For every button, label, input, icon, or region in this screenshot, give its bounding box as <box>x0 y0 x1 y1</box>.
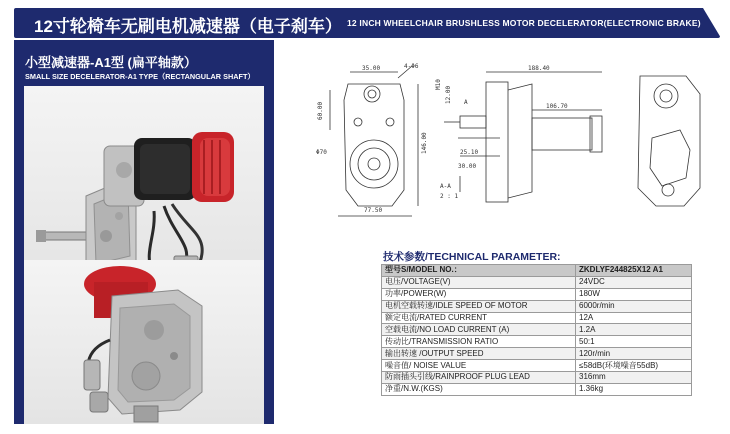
spec-table <box>381 264 692 396</box>
spec-label: 空载电流/NO LOAD CURRENT (A) <box>382 324 576 336</box>
dim-12: 12.00 <box>445 85 452 104</box>
section-mark-a: A <box>464 99 468 106</box>
table-row <box>382 372 692 384</box>
dim-25-1: 25.10 <box>460 149 479 156</box>
product-photo-front <box>24 260 264 424</box>
dim-35: 35.00 <box>362 65 381 72</box>
spec-value: 1.36kg <box>576 383 692 395</box>
technical-drawing <box>300 60 720 220</box>
spec-label: 电机空载转速/IDLE SPEED OF MOTOR <box>382 300 576 312</box>
section-label: A-A <box>440 183 451 190</box>
dim-4-holes: 4-Φ6 <box>404 63 419 70</box>
spec-header-row <box>382 265 692 277</box>
spec-header-value: ZKDLYF244825X12 A1 <box>576 265 692 277</box>
spec-label: 净重/N.W.(KGS) <box>382 383 576 395</box>
product-title: 小型减速器-A1型 (扁平轴款） <box>25 55 197 70</box>
spec-value: 24VDC <box>576 276 692 288</box>
dim-106-7: 106.70 <box>546 103 568 110</box>
spec-label: 噪音值/ NOISE VALUE <box>382 360 576 372</box>
spec-header-label: 型号S/MODEL NO.： <box>382 265 576 277</box>
table-row <box>382 300 692 312</box>
table-row <box>382 312 692 324</box>
spec-value: 50:1 <box>576 336 692 348</box>
page-title: 12寸轮椅车无刷电机减速器（电子刹车） <box>34 17 342 36</box>
spec-value: 6000r/min <box>576 300 692 312</box>
spec-value: 120r/min <box>576 348 692 360</box>
table-row <box>382 324 692 336</box>
dim-188-4: 188.40 <box>528 65 550 72</box>
dim-146: 146.00 <box>421 132 428 154</box>
spec-label: 额定电流/RATED CURRENT <box>382 312 576 324</box>
table-row <box>382 383 692 395</box>
header-corner-cut <box>703 8 721 38</box>
spec-label: 传动比/TRANSMISSION RATIO <box>382 336 576 348</box>
table-row <box>382 348 692 360</box>
spec-label: 电压/VOLTAGE(V) <box>382 276 576 288</box>
product-panel <box>14 40 274 424</box>
spec-value: 1.2A <box>576 324 692 336</box>
dim-m10: M10 <box>435 79 442 90</box>
table-row <box>382 276 692 288</box>
table-row <box>382 336 692 348</box>
section-scale: 2 : 1 <box>440 193 459 200</box>
dim-77-5: 77.50 <box>364 207 383 214</box>
header-banner <box>14 8 720 38</box>
spec-label: 防雨插头引线/RAINPROOF PLUG LEAD <box>382 372 576 384</box>
dimension-drawing-image <box>300 60 720 220</box>
motor-photo-side-image <box>24 86 264 282</box>
spec-value: 12A <box>576 312 692 324</box>
product-photo-side <box>24 86 264 282</box>
spec-label: 输出转速 /OUTPUT SPEED <box>382 348 576 360</box>
dim-30: 30.00 <box>458 163 477 170</box>
page-subtitle: 12 INCH WHEELCHAIR BRUSHLESS MOTOR DECELERATOR(ELECTRONIC BRAKE) <box>347 18 701 28</box>
tech-params-title: 技术参数/TECHNICAL PARAMETER: <box>383 251 561 263</box>
product-subtitle: SMALL SIZE DECELERATOR-A1 TYPE（RECTANGULAR SHAFT） <box>25 72 255 81</box>
dim-phi70: Φ70 <box>316 149 327 156</box>
spec-value: 180W <box>576 288 692 300</box>
spec-value: 316mm <box>576 372 692 384</box>
spec-label: 功率/POWER(W) <box>382 288 576 300</box>
table-row <box>382 360 692 372</box>
dim-60: 60.00 <box>317 101 324 120</box>
spec-value: ≤58dB(环境噪音55dB) <box>576 360 692 372</box>
motor-photo-front-image <box>24 260 264 424</box>
table-row <box>382 288 692 300</box>
